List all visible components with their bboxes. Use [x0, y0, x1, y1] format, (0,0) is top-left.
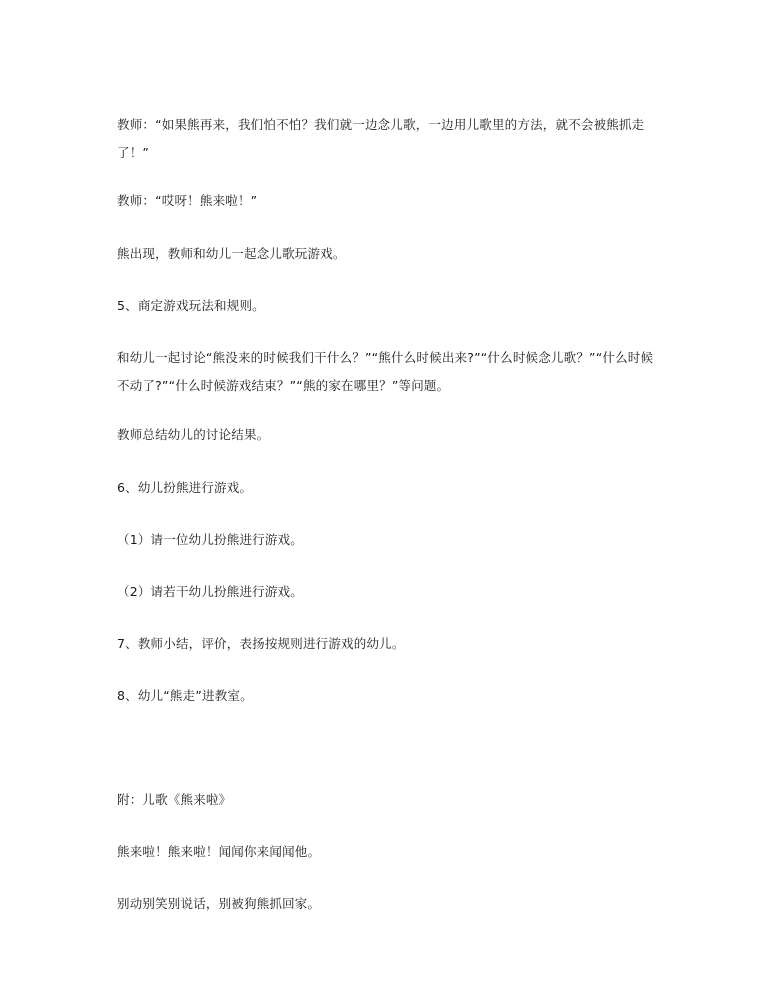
paragraph-rhyme-line-2: 别动别笑别说话，别被狗熊抓回家。: [117, 896, 321, 911]
paragraph-discussion: 和幼儿一起讨论“熊没来的时候我们干什么？”“熊什么时候出来?”“什么时候念儿歌？”“什么时候不动了?”“什么时候游戏结束？”“熊的家在哪里？”等问题。: [117, 350, 654, 393]
paragraph-substep-1: （1）请一位幼儿扮熊进行游戏。: [117, 532, 303, 547]
paragraph-bear-appears: 熊出现，教师和幼儿一起念儿歌玩游戏。: [117, 246, 346, 261]
paragraph-step-7: 7、教师小结，评价，表扬按规则进行游戏的幼儿。: [117, 636, 405, 651]
paragraph-substep-2: （2）请若干幼儿扮熊进行游戏。: [117, 584, 303, 599]
paragraph-step-8: 8、幼儿“熊走”进教室。: [117, 688, 253, 703]
paragraph-teacher-exclaim: 教师：“哎呀！熊来啦！”: [117, 193, 258, 208]
paragraph-step-5: 5、商定游戏玩法和规则。: [117, 298, 265, 313]
paragraph-summary: 教师总结幼儿的讨论结果。: [117, 427, 270, 442]
paragraph-teacher-question: 教师：“如果熊再来，我们怕不怕？我们就一边念儿歌，一边用儿歌里的方法，就不会被熊抓走了！”: [117, 117, 645, 160]
paragraph-rhyme-line-1: 熊来啦！熊来啦！闻闻你来闻闻他。: [117, 844, 321, 859]
paragraph-appendix-title: 附：儿歌《熊来啦》: [117, 792, 232, 807]
paragraph-step-6: 6、幼儿扮熊进行游戏。: [117, 480, 253, 495]
